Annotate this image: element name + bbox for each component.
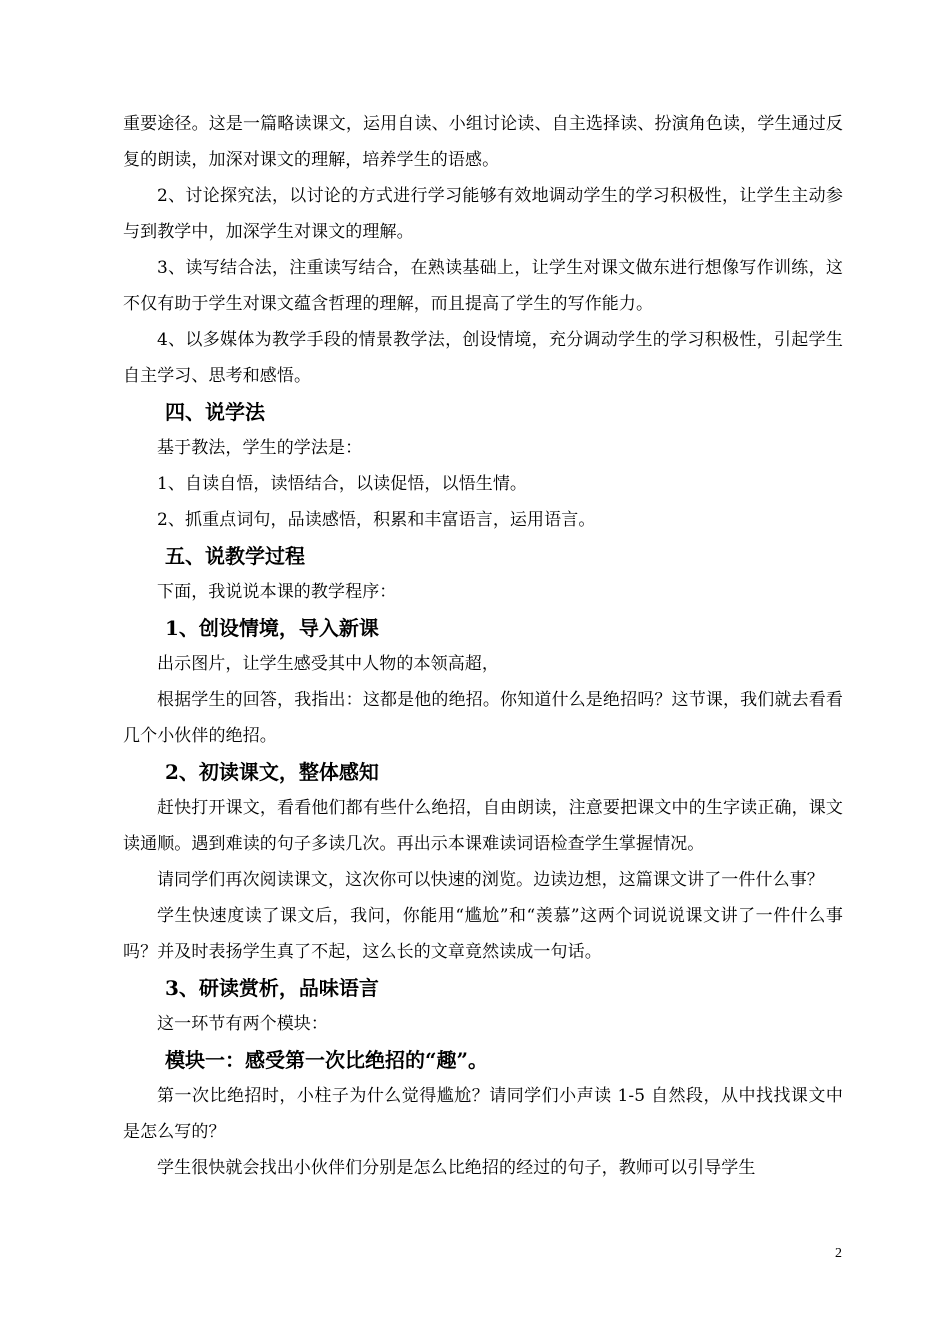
section-heading: 1、创设情境，导入新课: [165, 616, 379, 640]
body-paragraph: 出示图片，让学生感受其中人物的本领高超，: [157, 654, 499, 674]
section-heading: 四、说学法: [165, 400, 265, 424]
body-paragraph: 2、讨论探究法，以讨论的方式进行学习能够有效地调动学生的学习积极性，让学生主动参与到教学中，加深学生对课文的理解。: [123, 186, 843, 242]
body-paragraph: 4、以多媒体为教学手段的情景教学法，创设情境，充分调动学生的学习积极性，引起学生自主学习、思考和感悟。: [123, 330, 843, 386]
body-paragraph: 赶快打开课文，看看他们都有些什么绝招，自由朗读，注意要把课文中的生字读正确，课文读通顺。遇到难读的句子多读几次。再出示本课难读词语检查学生掌握情况。: [123, 798, 843, 854]
page-number: 2: [835, 1246, 842, 1261]
section-heading: 五、说教学过程: [165, 544, 305, 568]
section-heading: 3、研读赏析，品味语言: [165, 976, 379, 1000]
body-paragraph: 请同学们再次阅读课文，这次你可以快速的浏览。边读边想，这篇课文讲了一件什么事？: [157, 870, 824, 890]
body-paragraph: 下面，我说说本课的教学程序：: [157, 582, 397, 602]
section-heading: 2、初读课文，整体感知: [165, 760, 379, 784]
body-paragraph: 基于教法，学生的学法是：: [157, 438, 363, 458]
body-paragraph: 学生快速度读了课文后，我问，你能用“尴尬”和“羡慕”这两个词说说课文讲了一件什么事吗？并及时表扬学生真了不起，这么长的文章竟然读成一句话。: [123, 906, 843, 962]
body-paragraph: 1、自读自悟，读悟结合，以读促悟，以悟生情。: [157, 474, 528, 494]
body-paragraph: 3、读写结合法，注重读写结合，在熟读基础上，让学生对课文做东进行想像写作训练，这不仅有助于学生对课文蕴含哲理的理解，而且提高了学生的写作能力。: [123, 258, 843, 314]
body-paragraph: 第一次比绝招时，小柱子为什么觉得尴尬？请同学们小声读 1-5 自然段，从中找找课文中是怎么写的？: [123, 1086, 843, 1142]
section-heading: 模块一：感受第一次比绝招的“趣”。: [165, 1048, 489, 1072]
body-paragraph: 这一环节有两个模块：: [157, 1014, 328, 1034]
body-paragraph: 根据学生的回答，我指出：这都是他的绝招。你知道什么是绝招吗？这节课，我们就去看看几个小伙伴的绝招。: [123, 690, 843, 746]
body-paragraph: 2、抓重点词句，品读感悟，积累和丰富语言，运用语言。: [157, 510, 596, 530]
body-paragraph: 重要途径。这是一篇略读课文，运用自读、小组讨论读、自主选择读、扮演角色读，学生通过反复的朗读，加深对课文的理解，培养学生的语感。: [123, 114, 843, 170]
body-paragraph: 学生很快就会找出小伙伴们分别是怎么比绝招的经过的句子，教师可以引导学生: [157, 1158, 756, 1178]
document-body: [123, 106, 843, 1186]
